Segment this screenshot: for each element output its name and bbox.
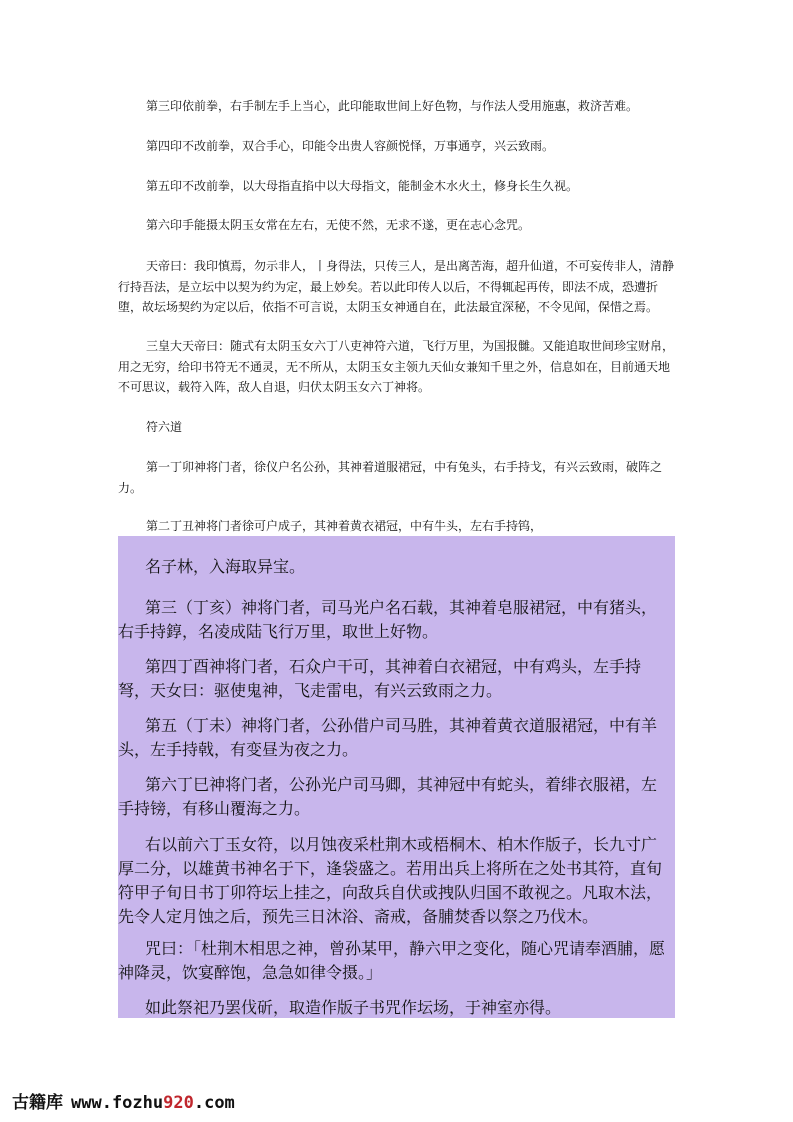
paragraph-talisman-1: 第一丁卯神将门者，徐仪户名公孙，其神着道服裙冠，中有兔头，右手持戈，有兴云致雨，破阵之力。	[118, 460, 663, 495]
paragraph-talisman-4: 第四丁酉神将门者，石众户干可，其神着白衣裙冠，中有鸡头，左手持弩，天女曰：驱使鬼神，飞走雷电，有兴云致雨之力。	[118, 657, 642, 700]
paragraph-incantation: 咒曰：「杜荆木相思之神，曾孙某甲，静六甲之变化，随心咒请奉酒脯，愿神降灵，饮宴醉饱，急急如律令摄。」	[118, 939, 666, 982]
paragraph-talisman-2: 第二丁丑神将门者徐可户成子，其神着黄衣裙冠，中有牛头，左右手持钨，	[146, 519, 543, 533]
paragraph-seal-4: 第四印不改前拳，双合手心，印能令出贵人容颜悦怿，万事通亨，兴云致雨。	[146, 139, 555, 153]
paragraph-heavenly-emperor: 天帝曰：我印慎焉，勿示非人，丨身得法，只传三人，是出离苦海，超升仙道，不可妄传非人，清静行持吾法，是立坛中以契为约为定，最上妙矣。若以此印传人以后，不得辄起再传，即法不成，恐遭折堕，故坛场契约为定以后，依指不可言说，太阴玉女神通自在，此法最宜深秘，不令见闻，保惜之焉。	[118, 259, 675, 314]
paragraph-talisman-2-cont: 名子林，入海取异宝。	[145, 557, 306, 576]
section-heading-talismans: 符六道	[146, 420, 183, 434]
paragraph-talisman-6: 第六丁巳神将门者，公孙光户司马卿，其神冠中有蛇头，着绯衣服裙，左手持镑，有移山覆海之力。	[118, 775, 658, 818]
paragraph-talisman-5: 第五（丁未）神将门者，公孙借户司马胜，其神着黄衣道服裙冠，中有羊头，左手持戟，有变昼为夜之力。	[118, 716, 658, 759]
paragraph-seal-3: 第三印依前拳，右手制左手上当心，此印能取世间上好色物，与作法人受用施惠，救济苦难。	[146, 99, 639, 113]
paragraph-three-emperors: 三皇大天帝曰：随式有太阴玉女六丁八吏神符六道，飞行万里，为国报雠。又能追取世间珍宝财帛，用之无穷，给印书符无不通灵，无不所从，太阴玉女主领九天仙女兼知千里之外，信息如在，目前通天地不可思议，载符入阵，敌人自退，归伏太阴玉女六丁神将。	[118, 339, 675, 394]
footer-url-number[interactable]: 920	[163, 1093, 194, 1113]
paragraph-wood-method: 右以前六丁玉女符，以月蚀夜采杜荆木或梧桐木、柏木作版子，长九寸广厚二分，以雄黄书神名于下，逢袋盛之。若用出兵上将所在之处书其符，直旬符甲子旬日书丁卯符坛上挂之，向敌兵自伏或拽队归国不敢视之。凡取木法，先令人定月蚀之后，预先三日沐浴、斋戒，备脯焚香以祭之乃伐木。	[118, 835, 663, 926]
paragraph-talisman-3: 第三（丁亥）神将门者，司马光户名石载，其神着皂服裙冠，中有猪头，右手持錞，名凌成陆飞行万里，取世上好物。	[118, 598, 658, 641]
site-footer	[12, 1088, 235, 1112]
paragraph-closing: 如此祭祀乃罢伐斫，取造作版子书咒作坛场，于神室亦得。	[145, 998, 562, 1017]
paragraph-seal-6: 第六印手能摄太阴玉女常在左右，无使不然，无求不遂，更在志心念咒。	[146, 218, 531, 232]
footer-brand: 古籍库	[12, 1093, 63, 1113]
footer-url-suffix[interactable]: .com	[193, 1093, 235, 1113]
paragraph-seal-5: 第五印不改前拳，以大母指直掐中以大母指文，能制金木水火土，修身长生久视。	[146, 179, 579, 193]
footer-url-prefix[interactable]: www.fozhu	[71, 1093, 164, 1113]
